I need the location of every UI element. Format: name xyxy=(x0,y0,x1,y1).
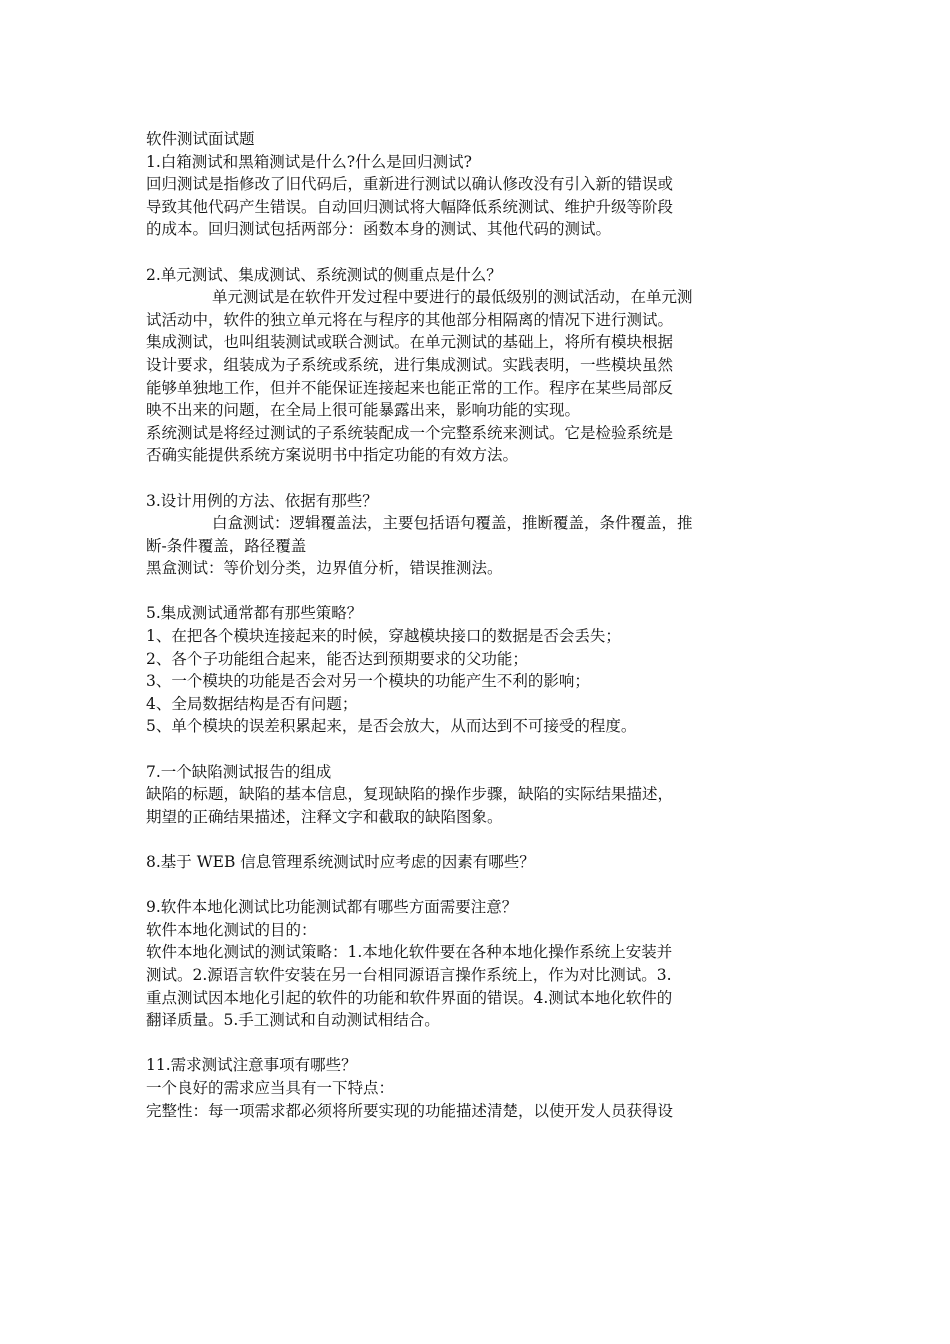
paragraph-line: 导致其他代码产生错误。自动回归测试将大幅降低系统测试、维护升级等阶段 xyxy=(146,197,674,216)
question-11-heading: 11.需求测试注意事项有哪些？ xyxy=(146,1056,357,1075)
paragraph-line: 的成本。回归测试包括两部分：函数本身的测试、其他代码的测试。 xyxy=(146,220,612,239)
paragraph-line: 设计要求，组装成为子系统或系统，进行集成测试。实践表明，一些模块虽然 xyxy=(146,355,674,374)
paragraph-line: 测试。2.源语言软件安装在另一台相同源语言操作系统上，作为对比测试。3. xyxy=(146,965,672,984)
blank-line xyxy=(146,467,806,490)
list-item: 4、全局数据结构是否有问题； xyxy=(146,694,358,713)
list-item: 2、各个子功能组合起来，能否达到预期要求的父功能； xyxy=(146,649,528,668)
list-item: 5、单个模块的误差积累起来，是否会放大，从而达到不可接受的程度。 xyxy=(146,717,637,736)
paragraph-line: 软件本地化测试的目的： xyxy=(146,920,317,939)
question-5-heading: 5.集成测试通常都有那些策略？ xyxy=(146,604,363,623)
document-page xyxy=(146,128,806,1122)
paragraph-line: 能够单独地工作，但并不能保证连接起来也能正常的工作。程序在某些局部反 xyxy=(146,378,674,397)
paragraph-line: 一个良好的需求应当具有一下特点： xyxy=(146,1078,395,1097)
question-3-heading: 3.设计用例的方法、依据有那些？ xyxy=(146,491,378,510)
question-9-heading: 9.软件本地化测试比功能测试都有哪些方面需要注意？ xyxy=(146,898,518,917)
paragraph-line: 黑盒测试：等价划分类，边界值分析，错误推测法。 xyxy=(146,559,503,578)
blank-line xyxy=(146,828,806,851)
question-8-heading: 8.基于 WEB 信息管理系统测试时应考虑的因素有哪些？ xyxy=(146,853,535,871)
blank-line xyxy=(146,1032,806,1055)
paragraph-line: 否确实能提供系统方案说明书中指定功能的有效方法。 xyxy=(146,446,519,465)
paragraph-line: 翻译质量。5.手工测试和自动测试相结合。 xyxy=(146,1011,440,1030)
paragraph-line: 集成测试，也叫组装测试或联合测试。在单元测试的基础上，将所有模块根据 xyxy=(146,333,674,352)
paragraph-line-indented: 单元测试是在软件开发过程中要进行的最低级别的测试活动，在单元测 xyxy=(212,288,693,307)
list-item: 3、一个模块的功能是否会对另一个模块的功能产生不利的影响； xyxy=(146,672,590,691)
paragraph-line-indented: 白盒测试：逻辑覆盖法，主要包括语句覆盖，推断覆盖，条件覆盖，推 xyxy=(212,514,693,533)
paragraph-line: 映不出来的问题，在全局上很可能暴露出来，影响功能的实现。 xyxy=(146,401,581,420)
paragraph-line: 重点测试因本地化引起的软件的功能和软件界面的错误。4.测试本地化软件的 xyxy=(146,988,673,1007)
paragraph-line: 软件本地化测试的测试策略：1.本地化软件要在各种本地化操作系统上安装并 xyxy=(146,943,673,962)
paragraph-line: 期望的正确结果描述，注释文字和截取的缺陷图象。 xyxy=(146,807,503,826)
blank-line xyxy=(146,874,806,897)
paragraph-line: 系统测试是将经过测试的子系统装配成一个完整系统来测试。它是检验系统是 xyxy=(146,423,674,442)
paragraph-line: 缺陷的标题，缺陷的基本信息，复现缺陷的操作步骤，缺陷的实际结果描述， xyxy=(146,785,674,804)
question-7-heading: 7.一个缺陷测试报告的组成 xyxy=(146,762,332,781)
question-2-heading: 2.单元测试、集成测试、系统测试的侧重点是什么？ xyxy=(146,265,502,284)
blank-line xyxy=(146,241,806,264)
list-item: 1、在把各个模块连接起来的时候，穿越模块接口的数据是否会丢失； xyxy=(146,627,621,646)
blank-line xyxy=(146,580,806,603)
question-1-heading: 1.白箱测试和黑箱测试是什么?什么是回归测试? xyxy=(146,152,472,171)
blank-line xyxy=(146,738,806,761)
paragraph-line: 回归测试是指修改了旧代码后，重新进行测试以确认修改没有引入新的错误或 xyxy=(146,175,674,194)
paragraph-line: 试活动中，软件的独立单元将在与程序的其他部分相隔离的情况下进行测试。 xyxy=(146,310,674,329)
document-title: 软件测试面试题 xyxy=(146,130,255,148)
paragraph-line: 完整性：每一项需求都必须将所要实现的功能描述清楚，以使开发人员获得设 xyxy=(146,1101,674,1120)
paragraph-line: 断-条件覆盖，路径覆盖 xyxy=(146,536,307,555)
